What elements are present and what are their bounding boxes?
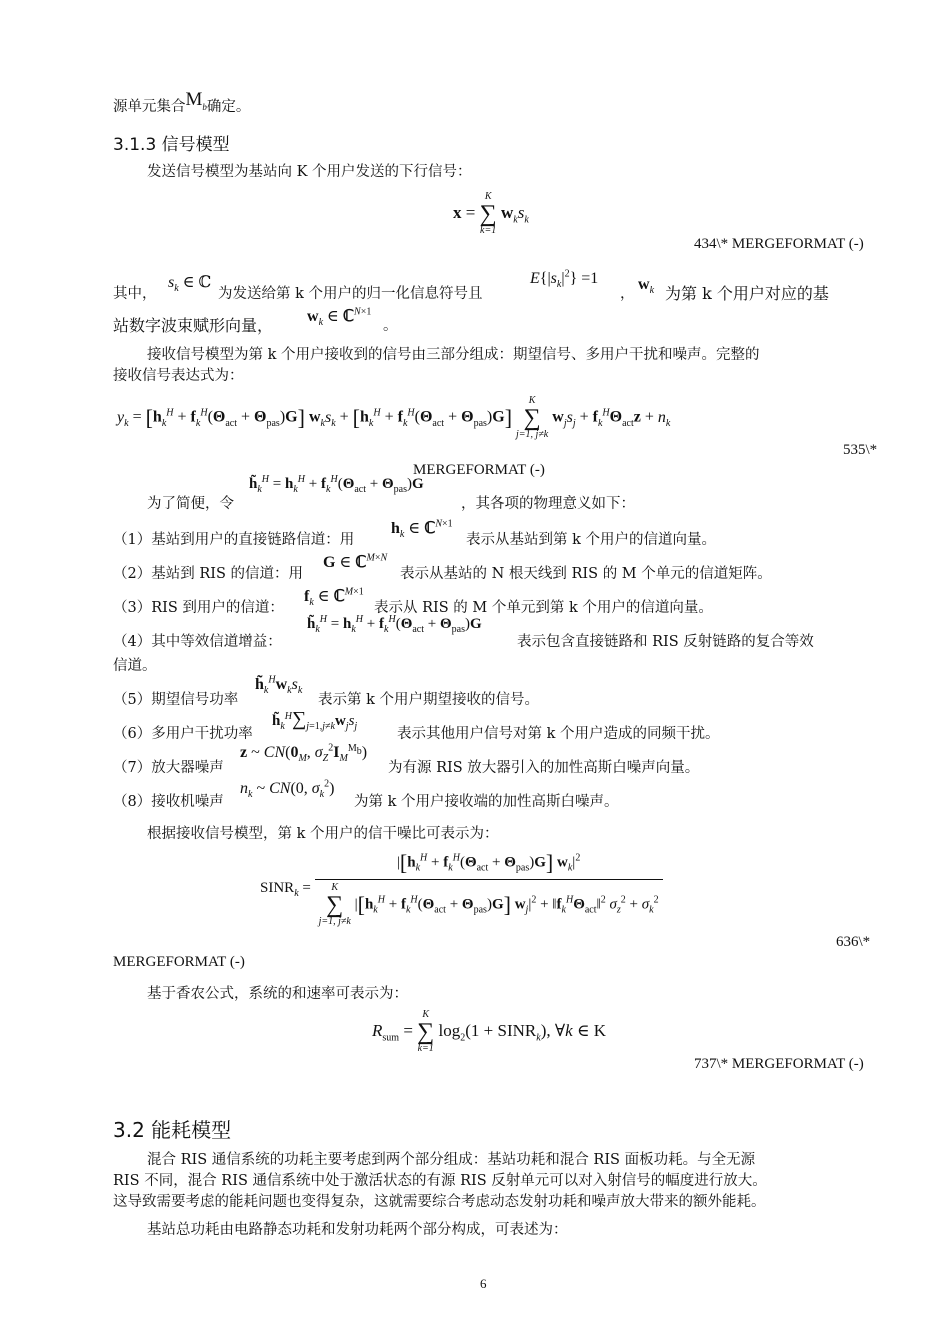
math-inline: G ∈ ℂ$^{M\times N}$	[323, 552, 388, 571]
equation-reference: 535\*	[843, 442, 878, 458]
math-inline: z ~ $CN(0_M$, $\sigma_Z^2I_M^{M_b}$)	[240, 742, 368, 765]
text-fragment: 站数字波束赋形向量，	[113, 316, 274, 335]
text-fragment: 为发送给第 k 个用户的归一化信息符号且	[218, 286, 483, 302]
page-number: 6	[480, 1276, 487, 1291]
math-inline: $h̃_k^H = h_k^H + f_k^H(\Theta_{act} + \Theta_{pas})G$	[307, 614, 482, 635]
math-set-symbol: $M_b$	[185, 89, 207, 112]
paragraph: 混合 RIS 通信系统的功耗主要考虑到两个部分组成：基站功耗和混合 RIS 面板功耗。与全无源	[147, 1152, 756, 1168]
equation-reference: MERGEFORMAT (-)	[413, 462, 545, 478]
paragraph: 接收信号表达式为：	[113, 368, 244, 384]
equation-reference: 434\* MERGEFORMAT (-)	[694, 236, 864, 252]
equation-reference: 636\*	[836, 934, 871, 950]
text-fragment: 为第 k 个用户接收端的加性高斯白噪声。	[354, 794, 619, 810]
text-fragment: 。	[383, 318, 398, 334]
list-item: （7）放大器噪声	[113, 760, 224, 776]
math-inline: $w_k$	[638, 276, 655, 297]
text-fragment: 确定。	[206, 99, 251, 115]
paragraph: 基站总功耗由电路静态功耗和发射功耗两个部分构成，可表述为：	[147, 1222, 568, 1238]
paragraph: 接收信号模型为第 k 个用户接收到的信号由三部分组成：期望信号、多用户干扰和噪声。完整的	[147, 347, 760, 363]
list-item: （3）RIS 到用户的信道：	[113, 600, 284, 616]
math-inline: $E\{|s_k|^2\} =1$	[530, 268, 599, 291]
paragraph: 发送信号模型为基站向 K 个用户发送的下行信号：	[147, 164, 472, 180]
list-item: （8）接收机噪声	[113, 794, 224, 810]
equation-sinr: $SINR_k$ = $|[h_k^H + f_k^H(\Theta_{act} + \Theta_{pas})G]$ $w_k|^2$ K ∑ j=1, j≠k $|[h_k^H + f_k^H(\Theta_{act} + \Theta_{pas})G] w_j|^2$ + $‖f_k^H\Theta_{act}‖^2$ $\sigma_z^2 + \sigma_k^2$	[260, 850, 663, 927]
text-fragment: 为第 k 个用户对应的基	[665, 284, 829, 303]
paragraph: RIS 不同，混合 RIS 通信系统中处于激活状态的有源 RIS 反射单元可以对入射信号的幅度进行放大。	[113, 1173, 767, 1189]
math-inline: $w_k$ ∈ ℂ$^{N\times 1}$	[307, 306, 372, 329]
math-inline: $h̃_k^H\sum_{j=1,j\ne k}w_js_j$	[272, 708, 358, 732]
text-fragment: （1）基站到用户的直接链路信道：用	[113, 532, 355, 548]
math-inline: $n_k$ ~ CN(0, $\sigma_k^2$)	[240, 778, 335, 801]
list-item: （5）期望信号功率	[113, 692, 239, 708]
text-fragment: 表示其他用户信号对第 k 个用户造成的同频干扰。	[397, 726, 720, 742]
section-heading-3-2: 3.2 能耗模型	[113, 1118, 232, 1142]
text-fragment: ，其各项的物理意义如下：	[461, 496, 635, 512]
list-item: （4）其中等效信道增益：	[113, 634, 282, 650]
text-line	[113, 284, 157, 304]
paragraph: 基于香农公式，系统的和速率可表示为：	[147, 986, 408, 1002]
math-inline: $h̃_k^Hw_ks_k$	[255, 674, 303, 697]
text-fragment: 源单元集合	[113, 99, 186, 115]
equation-sum-rate: $R_{sum}$ = K ∑ k=1 $\log_2(1$ + $SINR_k$), ∀k ∈ K	[372, 1009, 607, 1054]
math-inline: $s_k$ ∈ ℂ	[168, 274, 212, 295]
text-fragment: 其中，	[113, 286, 157, 302]
list-item: （6）多用户干扰功率	[113, 726, 253, 742]
text-fragment: 为了简便，令	[147, 496, 234, 512]
text-fragment: 表示从基站的 N 根天线到 RIS 的 M 个单元的信道矩阵。	[400, 566, 772, 582]
math-inline: $f_k$ ∈ ℂ$^{M\times 1}$	[304, 586, 364, 609]
text-fragment: 表示从基站到第 k 个用户的信道向量。	[466, 532, 717, 548]
paragraph: 这导致需要考虑的能耗问题也变得复杂，这就需要综合考虑动态发射功耗和噪声放大带来的额外能耗。	[113, 1194, 766, 1210]
equation-reference: 737\* MERGEFORMAT (-)	[694, 1056, 864, 1072]
equation-reference: MERGEFORMAT (-)	[113, 954, 245, 970]
text-fragment: 信道。	[113, 658, 157, 674]
text-fragment: ，	[620, 286, 635, 302]
text-line	[113, 89, 251, 117]
text-fragment: 为有源 RIS 放大器引入的加性高斯白噪声向量。	[388, 760, 700, 776]
text-fragment: 表示第 k 个用户期望接收的信号。	[318, 692, 540, 708]
equation-received-signal: $y_k = [h_k^H + f_k^H(\Theta_{act} + \Theta_{pas})G] w_ks_k + [h_k^H + f_k^H(\Theta_{act} + \Theta_{pas})G]$ K ∑ j=1, j≠k $w_js_j + f_k^H\Theta_{act}z + n_k$	[117, 395, 671, 440]
math-inline: $h_k$ ∈ ℂ$^{N\times 1}$	[391, 518, 453, 541]
math-inline-definition: $h̃_k^H = h_k^H + f_k^H(\Theta_{act} + \Theta_{pas})G$	[249, 474, 424, 495]
text-fragment: 表示从 RIS 的 M 个单元到第 k 个用户的信道向量。	[374, 600, 713, 616]
text-fragment: 表示包含直接链路和 RIS 反射链路的复合等效	[517, 634, 814, 650]
paragraph: 根据接收信号模型，第 k 个用户的信干噪比可表示为：	[147, 826, 499, 842]
list-item	[113, 530, 354, 550]
section-heading-3-1-3: 3.1.3 信号模型	[113, 135, 230, 155]
list-item: （2）基站到 RIS 的信道：用	[113, 566, 304, 582]
equation-transmit-signal: x = K ∑ k=1 $w_ks_k$	[453, 191, 529, 236]
